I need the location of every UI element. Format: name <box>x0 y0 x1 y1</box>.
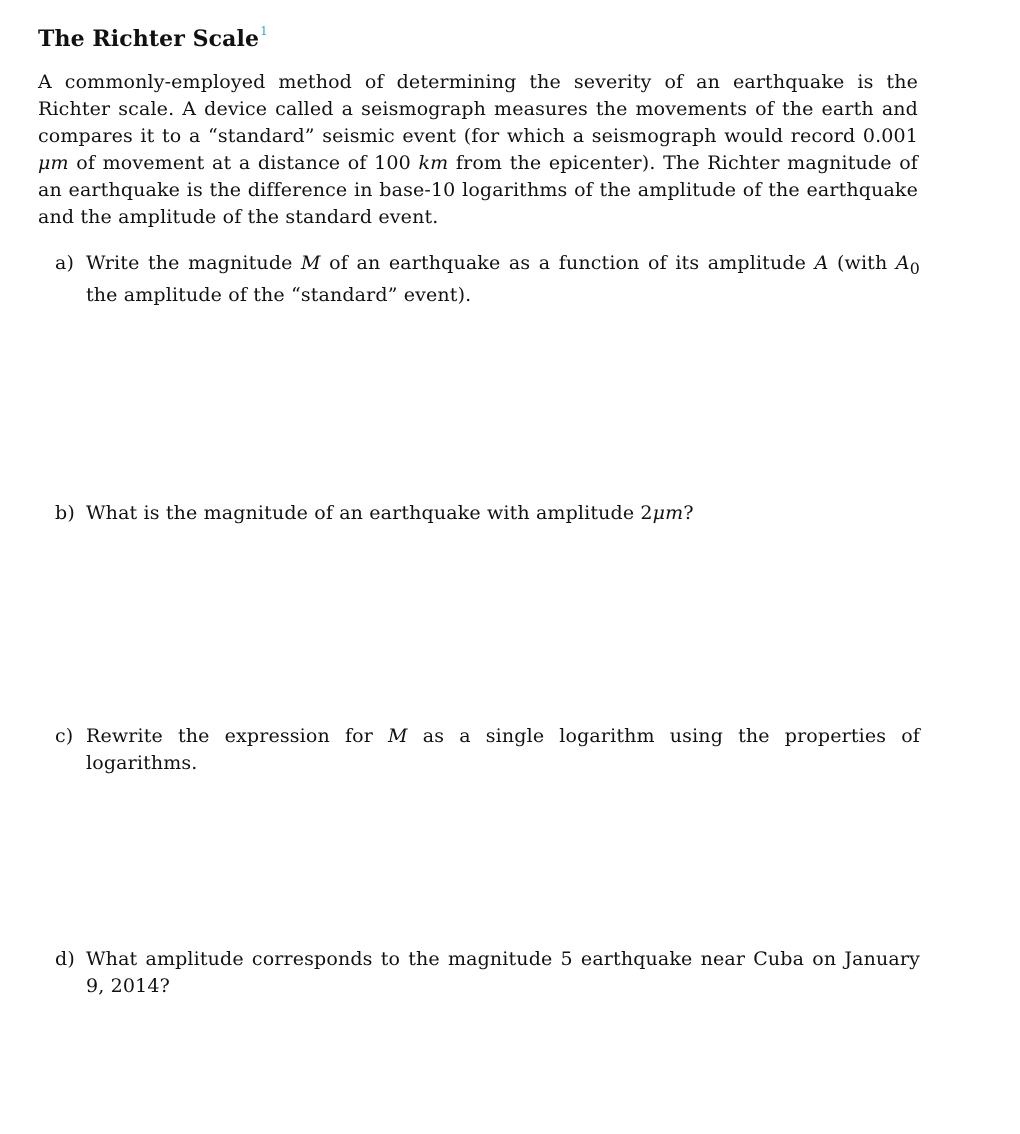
variable-a0: A <box>895 252 910 274</box>
question-a-text-1: Write the magnitude <box>86 252 302 274</box>
variable-a: A <box>814 252 829 274</box>
question-d-text-1: What amplitude corresponds to the magnitude 5 earthquake near Cuba on January 9, 2014? <box>86 948 920 997</box>
footnote-marker[interactable]: 1 <box>260 24 268 38</box>
variable-a0-subscript: 0 <box>909 258 920 278</box>
question-a <box>55 250 920 309</box>
question-b-text <box>86 500 920 527</box>
question-b-text-1: What is the magnitude of an earthquake with amplitude 2 <box>86 502 653 524</box>
title-text: The Richter Scale <box>38 26 260 52</box>
question-b-text-2: ? <box>683 502 694 524</box>
question-c-text-2: as a single logarithm using the properties of logarithms. <box>86 725 920 774</box>
question-d <box>55 946 920 1000</box>
intro-text-3: from the epicenter). The Richter magnitude of an earthquake is the difference in base-10 logarithms of the amplitude of the earthquake and the amplitude of the standard event. <box>38 152 918 228</box>
variable-m: M <box>301 252 321 274</box>
question-a-label: a) <box>55 252 75 274</box>
intro-paragraph <box>38 69 918 231</box>
page-title <box>38 14 268 56</box>
variable-m: M <box>388 725 408 747</box>
question-b <box>55 500 920 527</box>
question-a-text <box>86 250 920 309</box>
question-d-text <box>86 946 920 1000</box>
question-d-label: d) <box>55 948 75 970</box>
question-a-text-4: the amplitude of the “standard” event). <box>86 283 472 306</box>
question-a-text-3: (with <box>828 252 896 274</box>
unit-kilometer: km <box>418 152 449 174</box>
question-c <box>55 723 920 777</box>
intro-text-2: of movement at a distance of 100 <box>68 152 419 174</box>
question-c-label: c) <box>55 725 74 747</box>
question-a-text-2: of an earthquake as a function of its amplitude <box>320 252 815 274</box>
intro-text-1: A commonly-employed method of determining the severity of an earthquake is the Richter scale. A device called a seismograph measures the movements of the earth and compares it to a “standard” seismic event (for which a seismograph would record 0.001 <box>38 71 918 147</box>
unit-micrometer: μm <box>652 502 684 524</box>
unit-micrometer: μm <box>38 152 69 174</box>
question-b-label: b) <box>55 502 75 524</box>
question-c-text-1: Rewrite the expression for <box>86 725 389 747</box>
question-c-text <box>86 723 920 777</box>
